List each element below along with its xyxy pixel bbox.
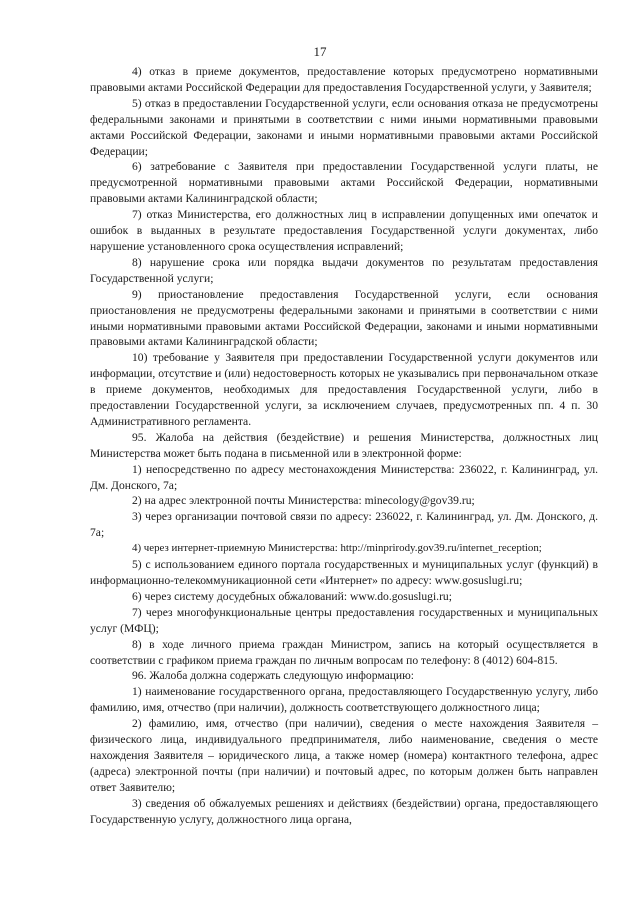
paragraph-item-5-refusal-service: 5) отказ в предоставлении Государственной услуги, если основания отказа не предусмотрены федеральными законами и принятыми в соответствии с ними иными нормативными правовыми актами Российской Федерации, законами и иными нормативными правовыми актами Российской Федерации; — [90, 96, 598, 158]
paragraph-95-5-gosuslugi: 5) с использованием единого портала государственных и муниципальных услуг (функций) в информационно-телекоммуникационной сети «Интернет» по адресу: www.gosuslugi.ru; — [90, 558, 598, 587]
paragraph-96-complaint-contents: 96. Жалоба должна содержать следующую информацию: — [132, 669, 415, 683]
paragraph-item-6-fee-demand: 6) затребование с Заявителя при предоставлении Государственной услуги платы, не предусмотренной нормативными правовыми актами Российской Федерации, нормативными правовыми актами Калининградской области; — [90, 160, 598, 206]
paragraph-96-2-applicant-details: 2) фамилию, имя, отчество (при наличии), сведения о месте нахождения Заявителя – физического лица, индивидуального предпринимателя, либо наименование, сведения о месте нахождения Заявителя – юридического лица, а также номер (номера) контактного телефона, адрес (адреса) электронной почты (при наличии) и почтовый адрес, по которым должен быть направлен ответ Заявителю; — [90, 717, 598, 794]
paragraph-96-3-contested-decisions: 3) сведения об обжалуемых решениях и действиях (бездействии) органа, предоставляющего Государственную услугу, должностного лица органа, — [90, 796, 598, 826]
paragraph-95-6-pretrial-system: 6) через систему досудебных обжалований: www.do.gosuslugi.ru; — [132, 589, 452, 603]
paragraph-95-1-address: 1) непосредственно по адресу местонахождения Министерства: 236022, г. Калининград, ул. Дм. Донского, 7а; — [90, 462, 598, 492]
page-number: 17 — [313, 44, 327, 59]
paragraph-95-8-personal-reception: 8) в ходе личного приема граждан Министром, запись на который осуществляется в соответствии с графиком приема граждан по личным вопросам по телефону: 8 (4012) 604-815. — [90, 637, 598, 667]
paragraph-96-1-authority-name: 1) наименование государственного органа, предоставляющего Государственную услугу, либо фамилию, имя, отчество (при наличии), должность соответствующего должностного лица; — [90, 685, 598, 715]
paragraph-item-9-suspension: 9) приостановление предоставления Государственной услуги, если основания приостановления не предусмотрены федеральными законами и принятыми в соответствии с ними иными нормативными правовыми актами Российской Федерации, законами и иными нормативными правовыми актами Калининградской области; — [90, 287, 598, 349]
paragraph-95-2-email: 2) на адрес электронной почты Министерства: minecology@gov39.ru; — [132, 494, 475, 508]
paragraph-item-7-correction-refusal: 7) отказ Министерства, его должностных лиц в исправлении допущенных ими опечаток и ошибок в выданных в результате предоставления Государственной услуги документах, либо нарушение установленного срока осуществления исправлений; — [90, 208, 598, 253]
document-body — [90, 64, 598, 828]
paragraph-95-complaint-submission: 95. Жалоба на действия (бездействие) и решения Министерства, должностных лиц Министерства может быть подана в письменной или в электронной форме: — [90, 430, 598, 460]
paragraph-95-4-internet-reception: 4) через интернет-приемную Министерства: http://minprirody.gov39.ru/internet_reception; — [132, 542, 542, 555]
paragraph-item-10-document-demand: 10) требование у Заявителя при предоставлении Государственной услуги документов или информации, отсутствие и (или) недостоверность которых не указывались при первоначальном отказе в приеме документов, необходимых для предоставления Государственной услуги, либо в предоставлении Государственной услуги, за исключением случаев, предусмотренных пп. 4 п. 30 Административного регламента. — [90, 351, 598, 428]
paragraph-95-7-mfc: 7) через многофункциональные центры предоставления государственных и муниципальных услуг (МФЦ); — [90, 605, 598, 635]
paragraph-item-4-refusal-documents: 4) отказ в приеме документов, предоставление которых предусмотрено нормативными правовыми актами Российской Федерации для предоставления Государственной услуги, у Заявителя; — [90, 65, 598, 94]
paragraph-95-3-post: 3) через организации почтовой связи по адресу: 236022, г. Калининград, ул. Дм. Донского, д. 7а; — [90, 510, 598, 540]
paragraph-item-8-deadline-violation: 8) нарушение срока или порядка выдачи документов по результатам предоставления Государственной услуги; — [90, 255, 598, 285]
